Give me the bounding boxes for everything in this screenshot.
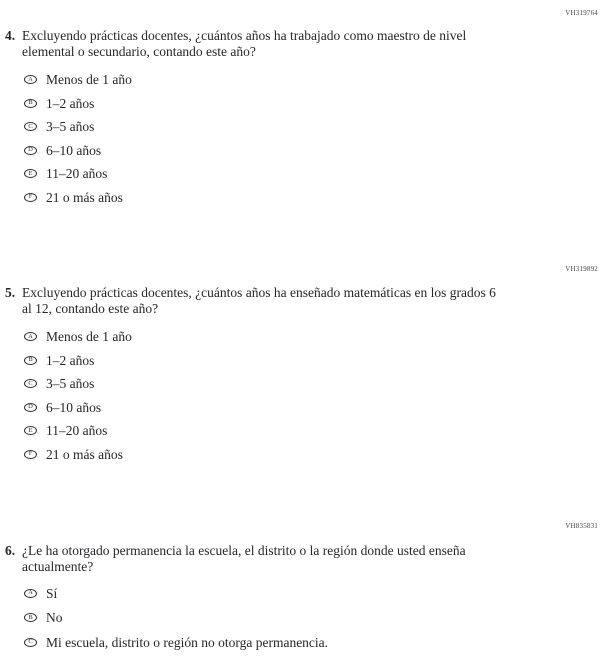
- option-label: 11–20 años: [46, 423, 108, 439]
- option-row[interactable]: [24, 396, 564, 420]
- question-4-options: [24, 68, 564, 209]
- answer-bubble[interactable]: [24, 356, 37, 365]
- answer-bubble-letter: D: [28, 145, 33, 153]
- option-label: 1–2 años: [46, 352, 95, 368]
- answer-bubble[interactable]: [24, 193, 37, 202]
- option-row[interactable]: [24, 372, 564, 396]
- option-label: 11–20 años: [46, 166, 108, 182]
- option-label: 1–2 años: [46, 95, 95, 111]
- answer-bubble-letter: C: [28, 379, 33, 387]
- question-4: [5, 28, 564, 209]
- answer-bubble[interactable]: [24, 379, 37, 388]
- option-label: 21 o más años: [46, 446, 123, 462]
- answer-bubble[interactable]: [24, 122, 37, 131]
- answer-bubble-letter: A: [28, 588, 33, 596]
- answer-bubble[interactable]: [24, 169, 37, 178]
- answer-bubble-letter: B: [28, 355, 33, 363]
- option-row[interactable]: [24, 349, 564, 373]
- question-number: 4.: [5, 28, 16, 43]
- question-number: 6.: [5, 543, 16, 558]
- option-row[interactable]: [24, 606, 564, 631]
- answer-bubble[interactable]: [24, 146, 37, 155]
- option-label: Menos de 1 año: [46, 72, 132, 88]
- option-label: 6–10 años: [46, 399, 102, 415]
- question-text: ¿Le ha otorgado permanencia la escuela, el distrito o la región donde usted enseña actualmente?: [22, 543, 466, 574]
- option-label: 21 o más años: [46, 189, 123, 205]
- option-label: 3–5 años: [46, 376, 95, 392]
- question-text: Excluyendo prácticas docentes, ¿cuántos años ha enseñado matemáticas en los grados 6 al 12, contando este año?: [22, 285, 496, 316]
- question-6: [5, 543, 564, 655]
- answer-bubble-letter: B: [28, 613, 33, 621]
- question-6-options: [24, 581, 564, 655]
- question-number: 5.: [5, 285, 16, 300]
- option-row[interactable]: [24, 68, 564, 92]
- question-5-code: VH319892: [565, 265, 598, 273]
- option-label: Mi escuela, distrito o región no otorga permanencia.: [46, 634, 329, 650]
- answer-bubble[interactable]: [24, 75, 37, 84]
- option-row[interactable]: [24, 92, 564, 116]
- option-label: Menos de 1 año: [46, 329, 132, 345]
- option-row[interactable]: [24, 162, 564, 186]
- answer-bubble[interactable]: [24, 613, 37, 622]
- option-label: Sí: [46, 585, 58, 601]
- answer-bubble-letter: A: [28, 75, 33, 83]
- answer-bubble[interactable]: [24, 426, 37, 435]
- answer-bubble[interactable]: [24, 450, 37, 459]
- option-row[interactable]: [24, 581, 564, 606]
- question-6-code: VH835831: [565, 522, 598, 530]
- answer-bubble-letter: B: [28, 98, 33, 106]
- option-label: No: [46, 610, 63, 626]
- answer-bubble[interactable]: [24, 99, 37, 108]
- answer-bubble-letter: F: [28, 192, 33, 200]
- answer-bubble-letter: E: [28, 426, 33, 434]
- answer-bubble-letter: F: [28, 449, 33, 457]
- option-row[interactable]: [24, 115, 564, 139]
- answer-bubble-letter: E: [28, 169, 33, 177]
- question-5-options: [24, 325, 564, 466]
- answer-bubble[interactable]: [24, 589, 37, 598]
- option-row[interactable]: [24, 139, 564, 163]
- option-label: 3–5 años: [46, 119, 95, 135]
- answer-bubble[interactable]: [24, 332, 37, 341]
- answer-bubble[interactable]: [24, 638, 37, 647]
- option-label: 6–10 años: [46, 142, 102, 158]
- option-row[interactable]: [24, 186, 564, 210]
- answer-bubble-letter: C: [28, 637, 33, 645]
- answer-bubble[interactable]: [24, 403, 37, 412]
- option-row[interactable]: [24, 443, 564, 467]
- option-row[interactable]: [24, 630, 564, 655]
- answer-bubble-letter: C: [28, 122, 33, 130]
- question-text: Excluyendo prácticas docentes, ¿cuántos años ha trabajado como maestro de nivel elemental o secundario, contando este año?: [22, 28, 467, 59]
- option-row[interactable]: [24, 419, 564, 443]
- answer-bubble-letter: D: [28, 402, 33, 410]
- question-5: [5, 285, 564, 466]
- option-row[interactable]: [24, 325, 564, 349]
- question-4-code: VH319764: [565, 9, 598, 17]
- answer-bubble-letter: A: [28, 332, 33, 340]
